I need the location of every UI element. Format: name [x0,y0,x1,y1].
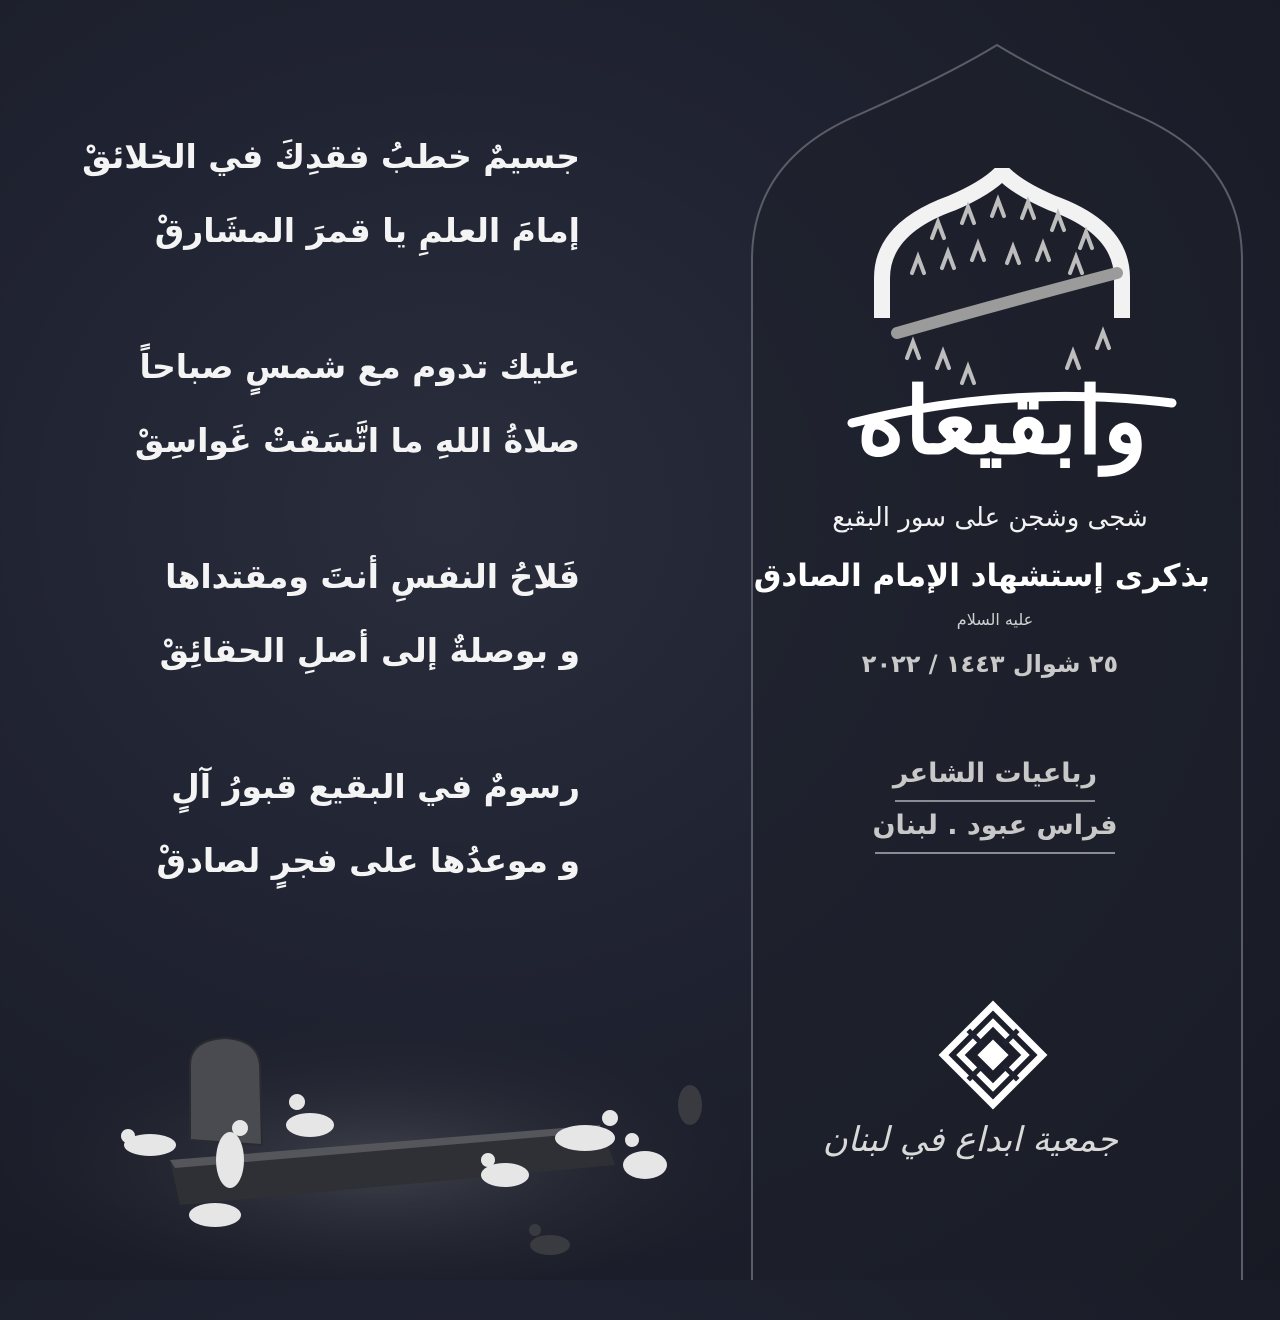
stanza [82,120,580,268]
verse: صلاةُ اللهِ ما اتَّسَقتْ غَواسِقْ [134,421,580,460]
poet-credit-title: رباعيات الشاعر [892,758,1098,789]
calligraphy-emblem [812,168,1192,498]
calligraphy-title: وابقيعاه [856,367,1148,475]
poem [82,120,580,960]
tomb-doves-illustration [0,960,740,1280]
poet-credit-name: فراس عبود . لبنان [872,810,1118,841]
verse: رسومٌ في البقيع قبورُ آلٍ [171,767,580,806]
verse: و موعدُها على فجرٍ لصادقْ [156,841,580,880]
stanza [120,330,580,478]
stanza [120,540,580,688]
verse: فَلاحُ النفسِ أنتَ ومقتداها [165,557,580,596]
subtitle: شجى وشجن على سور البقيع [832,503,1148,533]
verse: عليك تدوم مع شمسٍ صباحاً [139,347,580,386]
verse: و بوصلةٌ إلى أصلِ الحقائِقْ [159,631,580,670]
honorific: عليه السلام [956,610,1034,629]
kufic-logo [938,1000,1048,1110]
date-line: ٢٥ شوال ١٤٤٣ / ٢٠٢٢ [861,650,1119,678]
divider [875,852,1115,854]
stanza [120,750,580,898]
divider [895,800,1095,802]
headline: بذكرى إستشهاد الإمام الصادق [753,558,1210,594]
verse: إمامَ العلمِ يا قمرَ المشَارقْ [154,211,580,250]
organization-signature: جمعية ابداع في لبنان [822,1120,1118,1160]
verse: جسيمٌ خطبُ فقدِكَ في الخلائقْ [82,137,580,176]
